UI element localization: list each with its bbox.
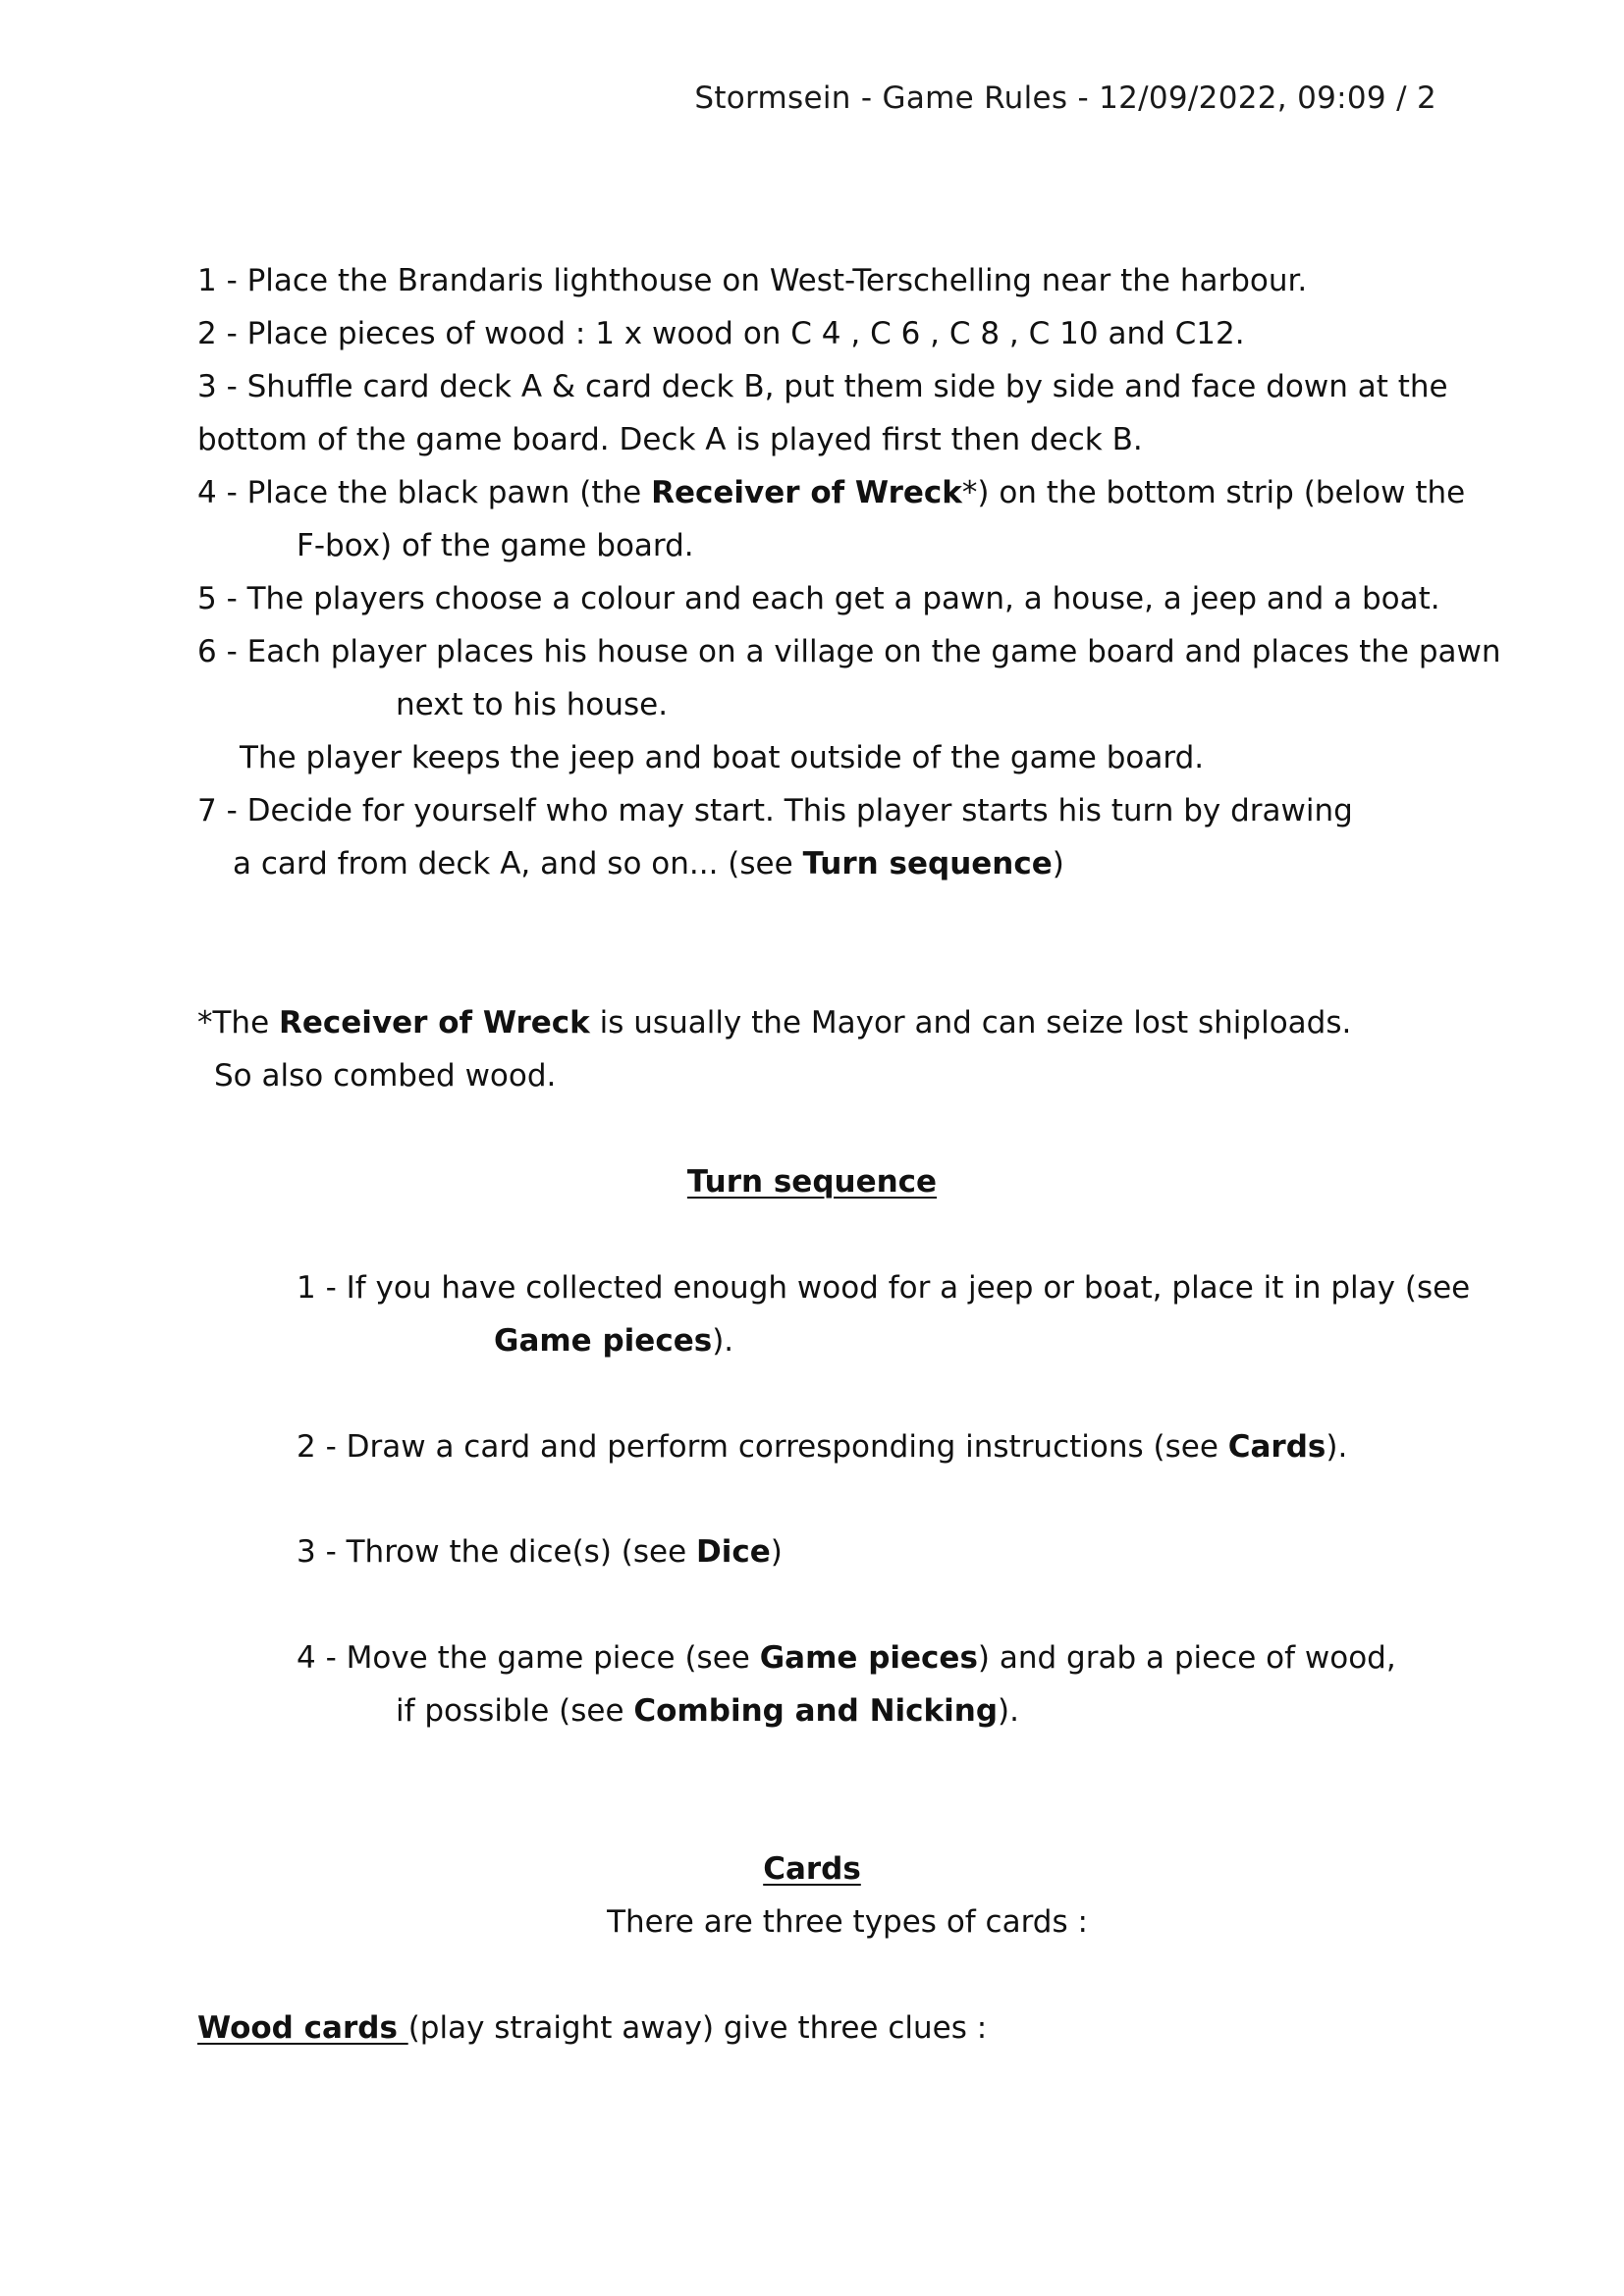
setup-step-7: 7 - Decide for yourself who may start. This player starts his turn by drawing (197, 793, 1353, 828)
turn-step-4-pre: 4 - Move the game piece (see (297, 1640, 760, 1676)
turn-step-4-cont (396, 1691, 1019, 1731)
setup-step-2: 2 - Place pieces of wood : 1 x wood on C 4 , C 6 , C 8 , C 10 and C12. (197, 316, 1245, 351)
setup-step-3-cont: bottom of the game board. Deck A is played first then deck B. (197, 422, 1143, 457)
setup-step-7-pre: a card from deck A, and so on... (see (233, 846, 803, 881)
setup-step-4-cont: F-box) of the game board. (297, 528, 694, 563)
cards-heading: Cards (763, 1851, 861, 1887)
setup-step-4-post: *) on the bottom strip (below the (961, 475, 1466, 510)
turn-step-1-cont (494, 1321, 733, 1361)
footnote-pre: *The (197, 1005, 280, 1041)
combing-nicking-ref: Combing and Nicking (633, 1693, 999, 1729)
wood-cards-label: Wood cards (197, 2010, 408, 2046)
wood-cards-text: (play straight away) give three clues : (407, 2010, 988, 2046)
turn-step-2-post: ). (1326, 1429, 1348, 1465)
turn-step-1: 1 - If you have collected enough wood for a jeep or boat, place it in play (see (297, 1270, 1471, 1306)
setup-step-6-cont: next to his house. (396, 687, 669, 722)
turn-step-4b-pre: if possible (see (396, 1693, 634, 1729)
footnote-post: is usually the Mayor and can seize lost shiploads. (589, 1005, 1352, 1041)
page-header: Stormsein - Game Rules - 12/09/2022, 09:09 / 2 (694, 80, 1436, 116)
turn-step-3-post: ) (770, 1534, 783, 1570)
setup-step-4 (197, 473, 1465, 512)
setup-step-1: 1 - Place the Brandaris lighthouse on West-Terschelling near the harbour. (197, 263, 1308, 298)
setup-step-6-note: The player keeps the jeep and boat outside of the game board. (240, 740, 1205, 775)
turn-step-3-pre: 3 - Throw the dice(s) (see (297, 1534, 697, 1570)
game-pieces-ref: Game pieces (494, 1323, 713, 1359)
setup-step-5: 5 - The players choose a colour and each get a pawn, a house, a jeep and a boat. (197, 581, 1440, 616)
setup-step-4-pre: 4 - Place the black pawn (the (197, 475, 652, 510)
footnote (197, 1003, 1351, 1042)
receiver-of-wreck-term: Receiver of Wreck (651, 475, 962, 510)
turn-sequence-ref: Turn sequence (802, 846, 1053, 881)
wood-cards-line (197, 2008, 987, 2048)
dice-ref: Dice (696, 1534, 771, 1570)
turn-step-2 (297, 1427, 1347, 1467)
game-pieces-ref-2: Game pieces (759, 1640, 978, 1676)
turn-step-4b-post: ). (998, 1693, 1019, 1729)
turn-step-4 (297, 1638, 1396, 1678)
turn-step-3 (297, 1532, 783, 1572)
setup-step-6: 6 - Each player places his house on a village on the game board and places the pawn (197, 634, 1501, 669)
turn-step-4-post: ) and grab a piece of wood, (977, 1640, 1396, 1676)
cards-ref: Cards (1227, 1429, 1326, 1465)
footnote-line-2: So also combed wood. (214, 1058, 557, 1094)
footnote-term: Receiver of Wreck (279, 1005, 590, 1041)
turn-sequence-heading: Turn sequence (686, 1164, 938, 1200)
cards-subtitle: There are three types of cards : (607, 1904, 1088, 1940)
setup-step-7-post: ) (1052, 846, 1064, 881)
setup-step-3: 3 - Shuffle card deck A & card deck B, put them side by side and face down at the (197, 369, 1448, 404)
turn-step-2-pre: 2 - Draw a card and perform corresponding instructions (see (297, 1429, 1228, 1465)
setup-step-7-cont (233, 844, 1064, 883)
turn-step-1-post: ). (712, 1323, 734, 1359)
